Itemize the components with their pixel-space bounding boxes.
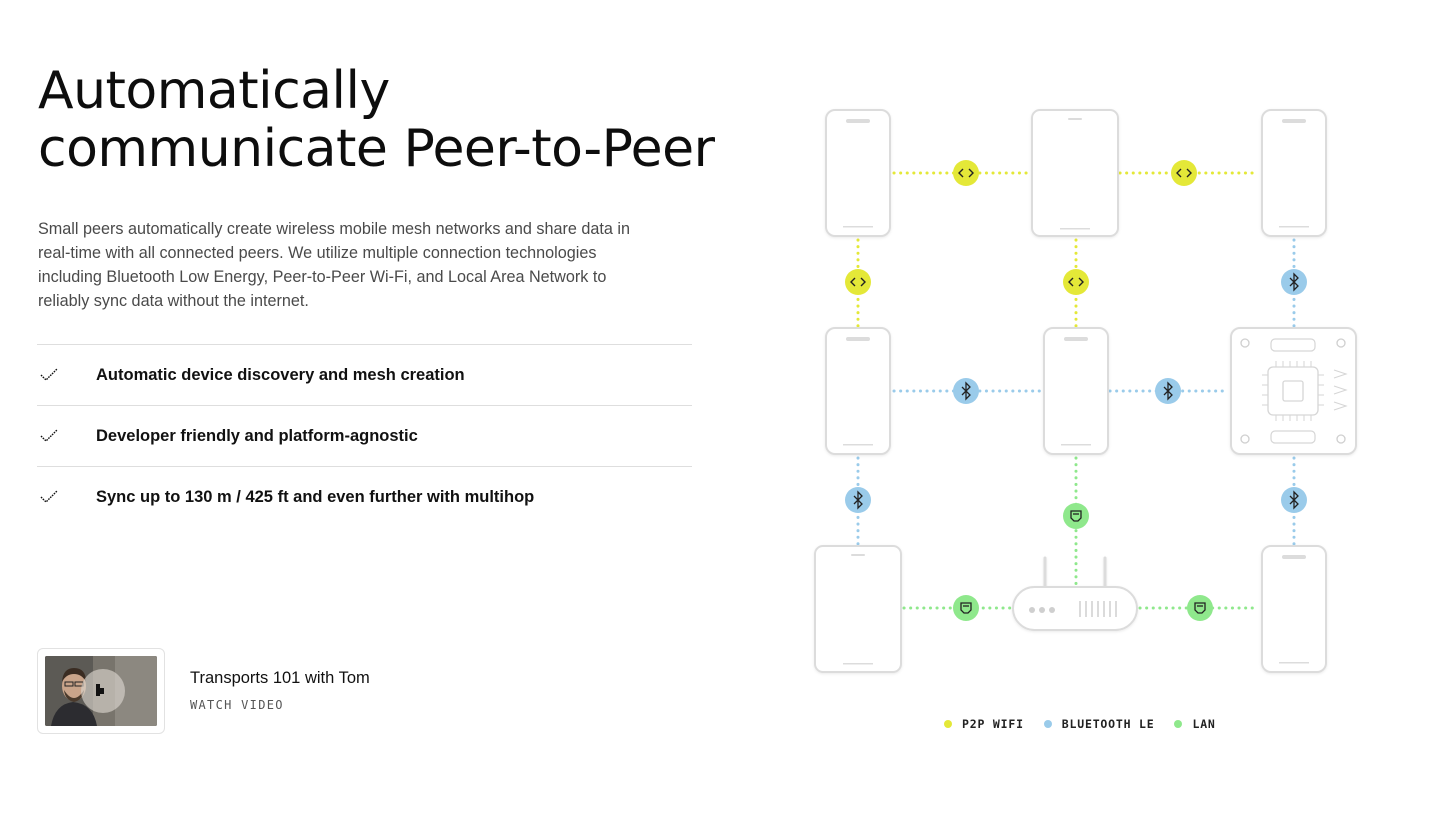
feature-item [37, 344, 692, 405]
hero-description: Small peers automatically create wireless mobile mesh networks and share data in real-time with all connected peers. We utilize multiple connection technologies including Bluetooth Low Energy, Peer-to-Peer Wi-Fi, and Local Area Network to reliably sync data without the internet. [38, 220, 631, 310]
router-device [1013, 558, 1137, 630]
phone-device [1262, 110, 1326, 236]
legend-dot [1044, 720, 1052, 728]
code-icon [1063, 269, 1089, 295]
code-icon [1171, 160, 1197, 186]
feature-label: Sync up to 130 m / 425 ft and even further with multihop [96, 487, 535, 506]
connection-legend [944, 717, 1236, 731]
video-title[interactable]: Transports 101 with Tom [190, 669, 370, 687]
bluetooth-icon [845, 487, 871, 513]
check-icon [37, 368, 96, 382]
bluetooth-icon [1281, 269, 1307, 295]
bluetooth-icon [1281, 487, 1307, 513]
bluetooth-icon [1155, 378, 1181, 404]
tablet-device [1032, 110, 1118, 236]
ethernet-icon [953, 595, 979, 621]
tablet-device [815, 546, 901, 672]
check-icon [37, 490, 96, 504]
phone-device [1262, 546, 1326, 672]
legend-dot [944, 720, 952, 728]
ethernet-icon [1063, 503, 1089, 529]
code-icon [953, 160, 979, 186]
phone-device [826, 328, 890, 454]
feature-list [37, 344, 692, 527]
watch-video-link[interactable]: WATCH VIDEO [190, 698, 284, 712]
title-line-2: communicate Peer-to-Peer [38, 119, 715, 179]
legend-label: P2P WIFI [962, 717, 1024, 731]
legend-dot [1174, 720, 1182, 728]
feature-item [37, 405, 692, 466]
bluetooth-icon [953, 378, 979, 404]
feature-item [37, 466, 692, 527]
ethernet-icon [1187, 595, 1213, 621]
page-title [38, 62, 715, 178]
feature-label: Automatic device discovery and mesh creation [96, 365, 465, 384]
microcontroller-board-device [1231, 328, 1356, 454]
legend-item-lan [1174, 717, 1215, 731]
legend-label: BLUETOOTH LE [1061, 717, 1155, 731]
mesh-network-diagram [780, 90, 1380, 690]
title-line-1: Automatically [38, 61, 390, 121]
code-icon [845, 269, 871, 295]
video-thumbnail-card[interactable] [37, 648, 165, 734]
feature-label: Developer friendly and platform-agnostic [96, 426, 418, 445]
legend-item-bluetooth [1044, 717, 1155, 731]
legend-item-wifi [944, 717, 1024, 731]
legend-label: LAN [1192, 717, 1216, 731]
play-icon[interactable] [96, 684, 110, 703]
phone-device [826, 110, 890, 236]
check-icon [37, 429, 96, 443]
phone-device [1044, 328, 1108, 454]
